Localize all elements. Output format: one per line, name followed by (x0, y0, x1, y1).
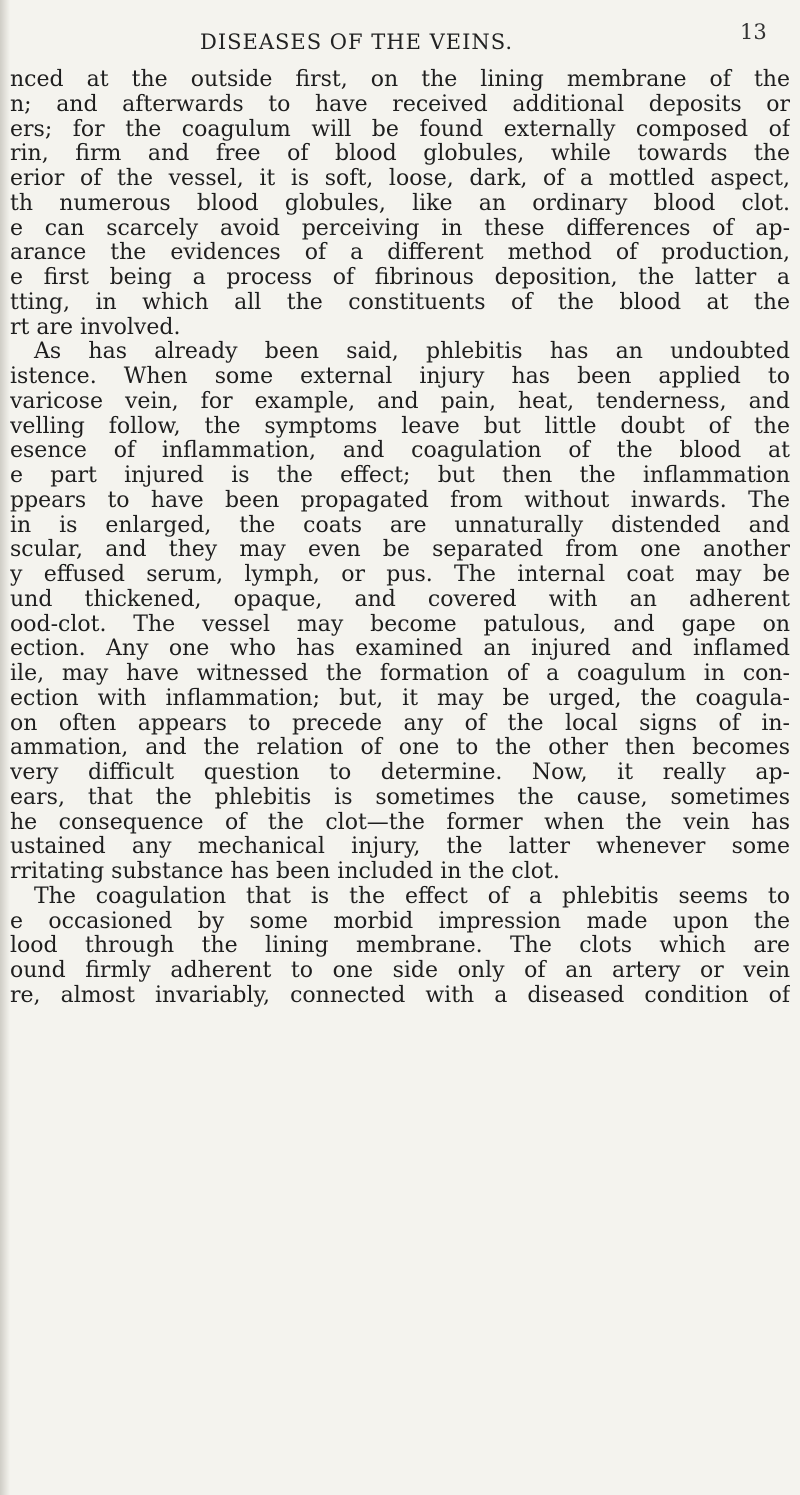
text-line: und thickened, opaque, and covered with an adherent (10, 587, 790, 612)
text-line: tting, in which all the constituents of the blood at the (10, 290, 790, 315)
text-line: th numerous blood globules, like an ordinary blood clot. (10, 191, 790, 216)
text-line: scular, and they may even be separated from one another (10, 538, 790, 563)
text-line: ection. Any one who has examined an injured and inflamed (10, 637, 790, 662)
text-line: ears, that the phlebitis is sometimes the cause, sometimes (10, 785, 790, 810)
text-line: e first being a process of fibrinous deposition, the latter a (10, 266, 790, 290)
text-line: ers; for the coagulum will be found externally composed of (10, 117, 790, 142)
text-line: rritating substance has been included in the clot. (10, 860, 560, 884)
text-line: rt are involved. (10, 315, 181, 340)
paragraph-start-line: As has already been said, phlebitis has an undoubted (34, 340, 790, 365)
paragraph-start-line: The coagulation that is the effect of a phlebitis seems to (34, 884, 790, 909)
text-line: e part injured is the effect; but then the inflammation (10, 464, 790, 488)
text-line: istence. When some external injury has been applied to (10, 365, 790, 389)
text-line: ustained any mechanical injury, the latter whenever some (10, 835, 790, 860)
binding-gutter (0, 0, 10, 1495)
running-title: DISEASES OF THE VEINS. (200, 30, 514, 54)
text-line: e can scarcely avoid perceiving in these differences of ap- (10, 216, 790, 241)
text-line: esence of inflammation, and coagulation of the blood at (10, 439, 790, 464)
text-line: rin, firm and free of blood globules, while towards the (10, 142, 790, 167)
text-line: in is enlarged, the coats are unnaturally distended and (10, 513, 790, 538)
text-line: e occasioned by some morbid impression made upon the (10, 909, 790, 934)
text-line: on often appears to precede any of the local signs of in- (10, 711, 790, 736)
text-line: very difficult question to determine. Now, it really ap- (10, 761, 790, 785)
text-line: n; and afterwards to have received additional deposits or (10, 92, 790, 117)
text-line: re, almost invariably, connected with a diseased condition of (10, 983, 790, 1008)
text-line: he consequence of the clot—the former when the vein has (10, 810, 790, 835)
body-text (10, 68, 790, 1009)
page-number: 13 (740, 20, 767, 44)
text-line: ile, may have witnessed the formation of a coagulum in con- (10, 662, 790, 686)
text-line: varicose vein, for example, and pain, heat, tenderness, and (10, 389, 790, 414)
text-line: arance the evidences of a different method of production, (10, 241, 790, 266)
running-head (0, 20, 800, 60)
text-line: velling follow, the symptoms leave but little doubt of the (10, 414, 790, 439)
text-line: ection with inflammation; but, it may be urged, the coagula- (10, 686, 790, 711)
text-line: ood-clot. The vessel may become patulous, and gape on (10, 612, 790, 637)
text-line: y effused serum, lymph, or pus. The internal coat may be (10, 563, 790, 587)
text-line: nced at the outside first, on the lining membrane of the (10, 68, 790, 92)
text-line: ammation, and the relation of one to the other then becomes (10, 736, 790, 761)
text-line: erior of the vessel, it is soft, loose, dark, of a mottled aspect, (10, 167, 790, 191)
text-line: lood through the lining membrane. The clots which are (10, 934, 790, 959)
text-line: ppears to have been propagated from without inwards. The (10, 488, 790, 513)
text-line: ound firmly adherent to one side only of an artery or vein (10, 959, 790, 983)
